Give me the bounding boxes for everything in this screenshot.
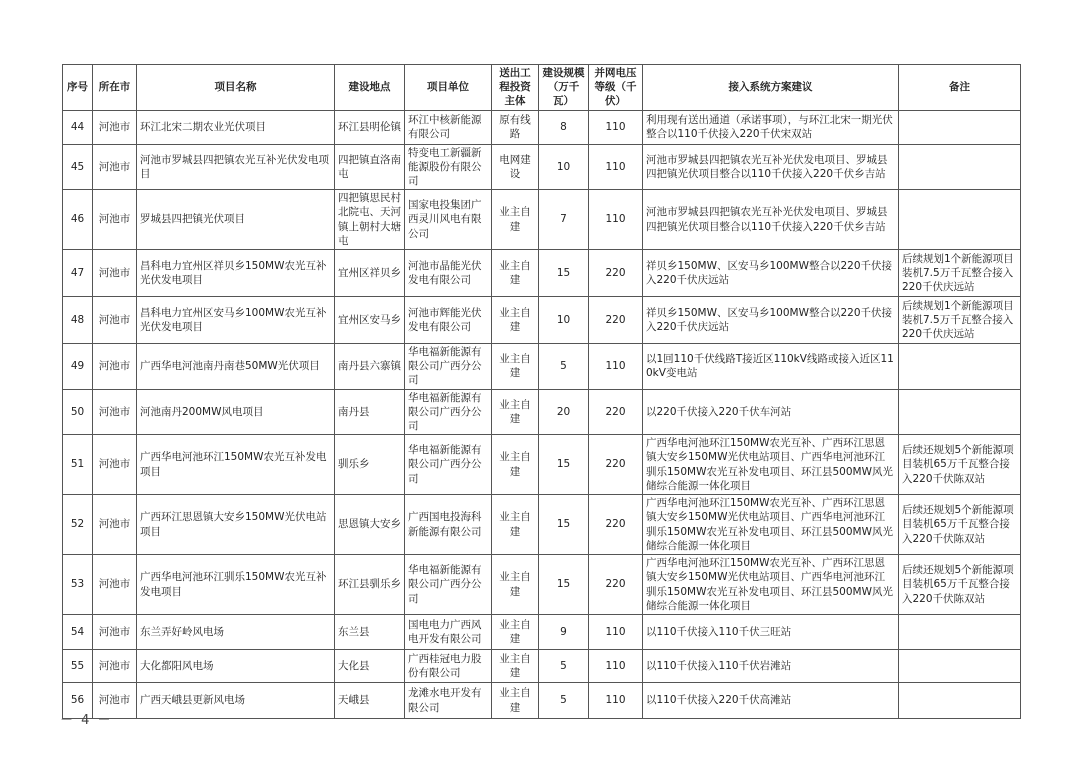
- row-remarks: [899, 389, 1021, 435]
- row-remarks: 后续还规划5个新能源项目装机65万千瓦整合接入220千伏陈双站: [899, 435, 1021, 495]
- row-company: 华电福新能源有限公司广西分公司: [405, 389, 492, 435]
- row-capacity: 10: [539, 297, 589, 344]
- row-remarks: [899, 190, 1021, 250]
- row-grid-plan: 利用现有送出通道（承诺事项），与环江北宋一期光伏整合以110千伏接入220千伏宋双站: [643, 110, 899, 144]
- row-voltage: 110: [589, 650, 643, 683]
- row-project-name: 罗城县四把镇光伏项目: [137, 190, 335, 250]
- row-voltage: 110: [589, 615, 643, 650]
- row-city: 河池市: [93, 144, 137, 190]
- header-grid-plan: 接入系统方案建议: [643, 65, 899, 111]
- header-company: 项目单位: [405, 65, 492, 111]
- row-capacity: 15: [539, 555, 589, 615]
- row-capacity: 9: [539, 615, 589, 650]
- row-company: 华电福新能源有限公司广西分公司: [405, 344, 492, 390]
- project-table: [62, 64, 1021, 719]
- row-voltage: 110: [589, 190, 643, 250]
- row-capacity: 20: [539, 389, 589, 435]
- row-investor: 业主自建: [492, 555, 539, 615]
- row-city: 河池市: [93, 297, 137, 344]
- row-capacity: 15: [539, 495, 589, 555]
- row-remarks: [899, 344, 1021, 390]
- header-index: 序号: [63, 65, 93, 111]
- table-row: [63, 435, 1021, 495]
- row-company: 河池市晶能光伏发电有限公司: [405, 250, 492, 297]
- row-company: 国家电投集团广西灵川风电有限公司: [405, 190, 492, 250]
- row-index: 46: [63, 190, 93, 250]
- row-index: 56: [63, 683, 93, 719]
- row-project-name: 环江北宋二期农业光伏项目: [137, 110, 335, 144]
- row-capacity: 7: [539, 190, 589, 250]
- table-row: [63, 555, 1021, 615]
- row-capacity: 5: [539, 683, 589, 719]
- row-index: 47: [63, 250, 93, 297]
- row-investor: 业主自建: [492, 389, 539, 435]
- row-remarks: [899, 683, 1021, 719]
- row-city: 河池市: [93, 555, 137, 615]
- row-grid-plan: 祥贝乡150MW、区安马乡100MW整合以220千伏接入220千伏庆远站: [643, 297, 899, 344]
- row-index: 48: [63, 297, 93, 344]
- row-project-name: 河池市罗城县四把镇农光互补光伏发电项目: [137, 144, 335, 190]
- row-voltage: 220: [589, 389, 643, 435]
- row-voltage: 220: [589, 555, 643, 615]
- table-row: [63, 650, 1021, 683]
- row-investor: 业主自建: [492, 190, 539, 250]
- header-capacity: 建设规模（万千瓦）: [539, 65, 589, 111]
- row-grid-plan: 广西华电河池环江150MW农光互补、广西环江思恩镇大安乡150MW光伏电站项目、广西华电河池环江驯乐150MW农光互补发电项目、环江县500MW风光储综合能源一体化项目: [643, 435, 899, 495]
- row-investor: 业主自建: [492, 683, 539, 719]
- row-investor: 业主自建: [492, 344, 539, 390]
- row-location: 宜州区安马乡: [335, 297, 405, 344]
- table-header-row: [63, 65, 1021, 111]
- row-index: 51: [63, 435, 93, 495]
- row-location: 四把镇思民村北院屯、天河镇上朝村大塘屯: [335, 190, 405, 250]
- row-city: 河池市: [93, 389, 137, 435]
- row-project-name: 大化都阳风电场: [137, 650, 335, 683]
- table-row: [63, 615, 1021, 650]
- row-company: 特变电工新疆新能源股份有限公司: [405, 144, 492, 190]
- row-voltage: 110: [589, 683, 643, 719]
- row-location: 思恩镇大安乡: [335, 495, 405, 555]
- row-location: 环江县明伦镇: [335, 110, 405, 144]
- row-index: 49: [63, 344, 93, 390]
- page-number: － 4 －: [60, 713, 113, 728]
- row-capacity: 8: [539, 110, 589, 144]
- table-row: [63, 495, 1021, 555]
- row-location: 四把镇直洛南屯: [335, 144, 405, 190]
- row-project-name: 广西环江思恩镇大安乡150MW光伏电站项目: [137, 495, 335, 555]
- row-grid-plan: 河池市罗城县四把镇农光互补光伏发电项目、罗城县四把镇光伏项目整合以110千伏接入220千伏乡吉站: [643, 190, 899, 250]
- row-project-name: 广西华电河池环江驯乐150MW农光互补发电项目: [137, 555, 335, 615]
- header-project-name: 项目名称: [137, 65, 335, 111]
- row-investor: 业主自建: [492, 615, 539, 650]
- row-grid-plan: 广西华电河池环江150MW农光互补、广西环江思恩镇大安乡150MW光伏电站项目、广西华电河池环江驯乐150MW农光互补发电项目、环江县500MW风光储综合能源一体化项目: [643, 555, 899, 615]
- row-grid-plan: 以110千伏接入220千伏高滩站: [643, 683, 899, 719]
- row-city: 河池市: [93, 190, 137, 250]
- header-remarks: 备注: [899, 65, 1021, 111]
- row-remarks: 后续规划1个新能源项目装机7.5万千瓦整合接入220千伏庆远站: [899, 297, 1021, 344]
- row-project-name: 广西华电河池环江150MW农光互补发电项目: [137, 435, 335, 495]
- row-capacity: 15: [539, 250, 589, 297]
- row-capacity: 5: [539, 650, 589, 683]
- row-city: 河池市: [93, 650, 137, 683]
- row-voltage: 110: [589, 144, 643, 190]
- row-index: 53: [63, 555, 93, 615]
- table-row: [63, 144, 1021, 190]
- row-index: 44: [63, 110, 93, 144]
- row-investor: 业主自建: [492, 250, 539, 297]
- row-location: 南丹县: [335, 389, 405, 435]
- table-row: [63, 190, 1021, 250]
- row-index: 55: [63, 650, 93, 683]
- row-project-name: 昌科电力宜州区安马乡100MW农光互补光伏发电项目: [137, 297, 335, 344]
- row-remarks: [899, 615, 1021, 650]
- row-city: 河池市: [93, 110, 137, 144]
- row-voltage: 110: [589, 344, 643, 390]
- table-row: [63, 250, 1021, 297]
- header-investor: 送出工程投资主体: [492, 65, 539, 111]
- row-index: 50: [63, 389, 93, 435]
- header-location: 建设地点: [335, 65, 405, 111]
- row-capacity: 15: [539, 435, 589, 495]
- row-capacity: 5: [539, 344, 589, 390]
- row-location: 驯乐乡: [335, 435, 405, 495]
- header-voltage: 并网电压等级（千伏）: [589, 65, 643, 111]
- row-location: 天峨县: [335, 683, 405, 719]
- row-location: 东兰县: [335, 615, 405, 650]
- header-city: 所在市: [93, 65, 137, 111]
- table-row: [63, 389, 1021, 435]
- row-investor: 业主自建: [492, 297, 539, 344]
- row-location: 南丹县六寨镇: [335, 344, 405, 390]
- row-index: 45: [63, 144, 93, 190]
- row-voltage: 110: [589, 110, 643, 144]
- row-city: 河池市: [93, 683, 137, 719]
- row-company: 华电福新能源有限公司广西分公司: [405, 435, 492, 495]
- row-investor: 电网建设: [492, 144, 539, 190]
- table-row: [63, 297, 1021, 344]
- row-location: 大化县: [335, 650, 405, 683]
- row-city: 河池市: [93, 495, 137, 555]
- row-voltage: 220: [589, 297, 643, 344]
- row-index: 52: [63, 495, 93, 555]
- row-grid-plan: 以1回110千伏线路T接近区110kV线路或接入近区110kV变电站: [643, 344, 899, 390]
- row-voltage: 220: [589, 495, 643, 555]
- row-remarks: [899, 650, 1021, 683]
- row-company: 广西桂冠电力股份有限公司: [405, 650, 492, 683]
- row-city: 河池市: [93, 344, 137, 390]
- row-investor: 业主自建: [492, 435, 539, 495]
- row-location: 宜州区祥贝乡: [335, 250, 405, 297]
- table-row: [63, 344, 1021, 390]
- row-remarks: 后续规划1个新能源项目装机7.5万千瓦整合接入220千伏庆远站: [899, 250, 1021, 297]
- row-company: 国电电力广西风电开发有限公司: [405, 615, 492, 650]
- row-grid-plan: 以110千伏接入110千伏三旺站: [643, 615, 899, 650]
- table-row: [63, 110, 1021, 144]
- row-city: 河池市: [93, 250, 137, 297]
- row-grid-plan: 以220千伏接入220千伏车河站: [643, 389, 899, 435]
- row-voltage: 220: [589, 435, 643, 495]
- row-project-name: 广西华电河池南丹南巷50MW光伏项目: [137, 344, 335, 390]
- row-voltage: 220: [589, 250, 643, 297]
- row-remarks: 后续还规划5个新能源项目装机65万千瓦整合接入220千伏陈双站: [899, 555, 1021, 615]
- row-remarks: [899, 144, 1021, 190]
- row-grid-plan: 祥贝乡150MW、区安马乡100MW整合以220千伏接入220千伏庆远站: [643, 250, 899, 297]
- row-investor: 业主自建: [492, 650, 539, 683]
- row-grid-plan: 以110千伏接入110千伏岩滩站: [643, 650, 899, 683]
- row-city: 河池市: [93, 435, 137, 495]
- row-company: 河池市辉能光伏发电有限公司: [405, 297, 492, 344]
- row-company: 华电福新能源有限公司广西分公司: [405, 555, 492, 615]
- row-company: 龙滩水电开发有限公司: [405, 683, 492, 719]
- row-company: 广西国电投海科新能源有限公司: [405, 495, 492, 555]
- table-row: [63, 683, 1021, 719]
- row-investor: 原有线路: [492, 110, 539, 144]
- row-project-name: 昌科电力宜州区祥贝乡150MW农光互补光伏发电项目: [137, 250, 335, 297]
- row-project-name: 广西天峨县更新风电场: [137, 683, 335, 719]
- row-investor: 业主自建: [492, 495, 539, 555]
- row-project-name: 河池南丹200MW风电项目: [137, 389, 335, 435]
- row-project-name: 东兰弄好岭风电场: [137, 615, 335, 650]
- row-company: 环江中核新能源有限公司: [405, 110, 492, 144]
- row-grid-plan: 广西华电河池环江150MW农光互补、广西环江思恩镇大安乡150MW光伏电站项目、广西华电河池环江驯乐150MW农光互补发电项目、环江县500MW风光储综合能源一体化项目: [643, 495, 899, 555]
- row-index: 54: [63, 615, 93, 650]
- row-location: 环江县驯乐乡: [335, 555, 405, 615]
- row-capacity: 10: [539, 144, 589, 190]
- row-remarks: 后续还规划5个新能源项目装机65万千瓦整合接入220千伏陈双站: [899, 495, 1021, 555]
- row-remarks: [899, 110, 1021, 144]
- row-grid-plan: 河池市罗城县四把镇农光互补光伏发电项目、罗城县四把镇光伏项目整合以110千伏接入220千伏乡吉站: [643, 144, 899, 190]
- row-city: 河池市: [93, 615, 137, 650]
